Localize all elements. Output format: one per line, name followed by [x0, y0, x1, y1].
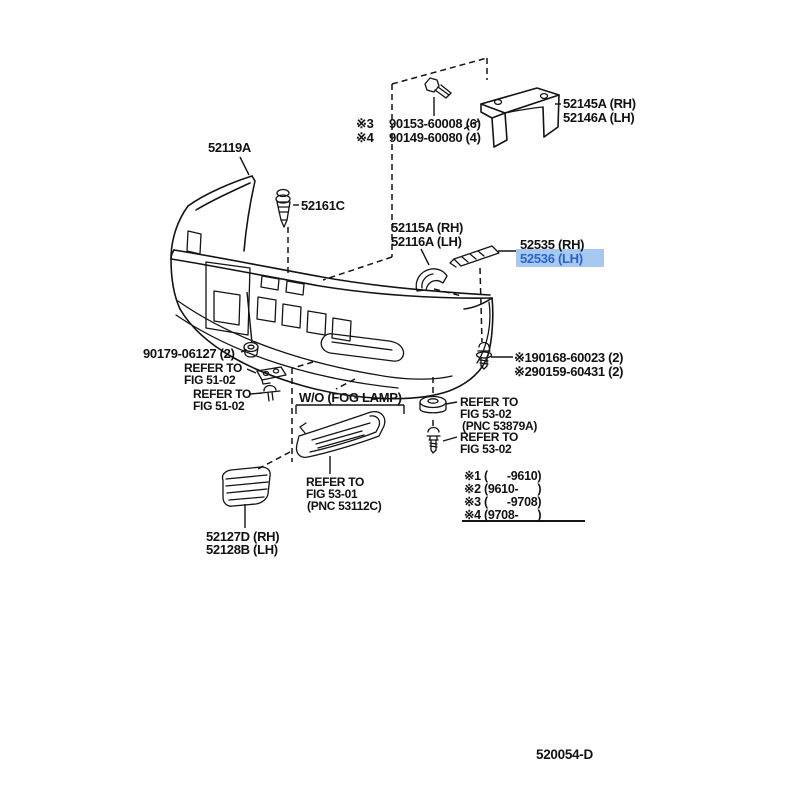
grommet-icon [420, 397, 446, 413]
refer-fig5301-line3: (PNC 53112C) [307, 499, 382, 513]
part-label-52535: 52535 (RH) [520, 237, 585, 252]
push-rivet-icon [276, 190, 290, 228]
part-label-90149: 90149-60080 (4) [389, 130, 481, 145]
refer-fig5302a-line3: (PNC 53879A) [462, 419, 538, 433]
part-label-90159: ※290159-60431 (2) [514, 364, 624, 379]
refer-fig5302b-line1: REFER TO [460, 430, 519, 444]
refer-fig5302a-line2: FIG 53-02 [460, 407, 512, 421]
part-label-52116a: 52116A (LH) [391, 234, 462, 249]
screw-icon [427, 428, 440, 454]
label-leader-lines [240, 97, 561, 528]
refer-fig51a-line1: REFER TO [184, 361, 243, 375]
refer-fig51a-line2: FIG 51-02 [184, 373, 236, 387]
mark-3: ※3 [356, 116, 374, 131]
wo-fog-lamp-label: W/O (FOG LAMP) [299, 390, 402, 405]
refer-fig5302b-line2: FIG 53-02 [460, 442, 512, 456]
part-label-90153: 90153-60008 (6) [389, 116, 481, 131]
mark-4: ※4 [356, 130, 374, 145]
part-label-90179: 90179-06127 (2) [143, 346, 235, 361]
nut-icon [244, 343, 258, 358]
push-clip-icon [261, 385, 280, 401]
part-label-52145a: 52145A (RH) [563, 96, 636, 111]
side-support-drawing [416, 269, 447, 291]
refer-fig51b-line2: FIG 51-02 [193, 399, 245, 413]
part-label-52119a: 52119A [208, 140, 252, 155]
part-label-90168: ※190168-60023 (2) [514, 350, 624, 365]
retainer-drawing [450, 246, 499, 267]
legend-row-4: ※4 (9708- ) [464, 508, 542, 522]
part-label-52161c: 52161C [301, 198, 345, 213]
part-label-52127d: 52127D (RH) [206, 529, 280, 544]
refer-fig5301-line1: REFER TO [306, 475, 365, 489]
legend-row-3: ※3 ( -9708) [464, 495, 542, 509]
fog-lamp-cover-drawing [296, 412, 384, 458]
figure-number: 520054-D [536, 747, 593, 762]
bolt-icon [425, 78, 451, 98]
refer-fig5301-line2: FIG 53-01 [306, 487, 358, 501]
refer-fig5302a-line1: REFER TO [460, 395, 519, 409]
lower-grille-drawing [222, 467, 270, 506]
mount-bracket-drawing [481, 88, 559, 147]
part-label-52536[interactable]: 52536 (LH) [520, 251, 583, 266]
part-label-52128b: 52128B (LH) [206, 542, 278, 557]
wo-fog-lamp-bracket [296, 405, 404, 414]
refer-fig51b-line1: REFER TO [193, 387, 252, 401]
legend-row-1: ※1 ( -9610) [464, 469, 542, 483]
legend-row-2: ※2 (9610- ) [464, 482, 542, 496]
part-label-52146a: 52146A (LH) [563, 110, 635, 125]
part-label-52115a: 52115A (RH) [391, 220, 464, 235]
